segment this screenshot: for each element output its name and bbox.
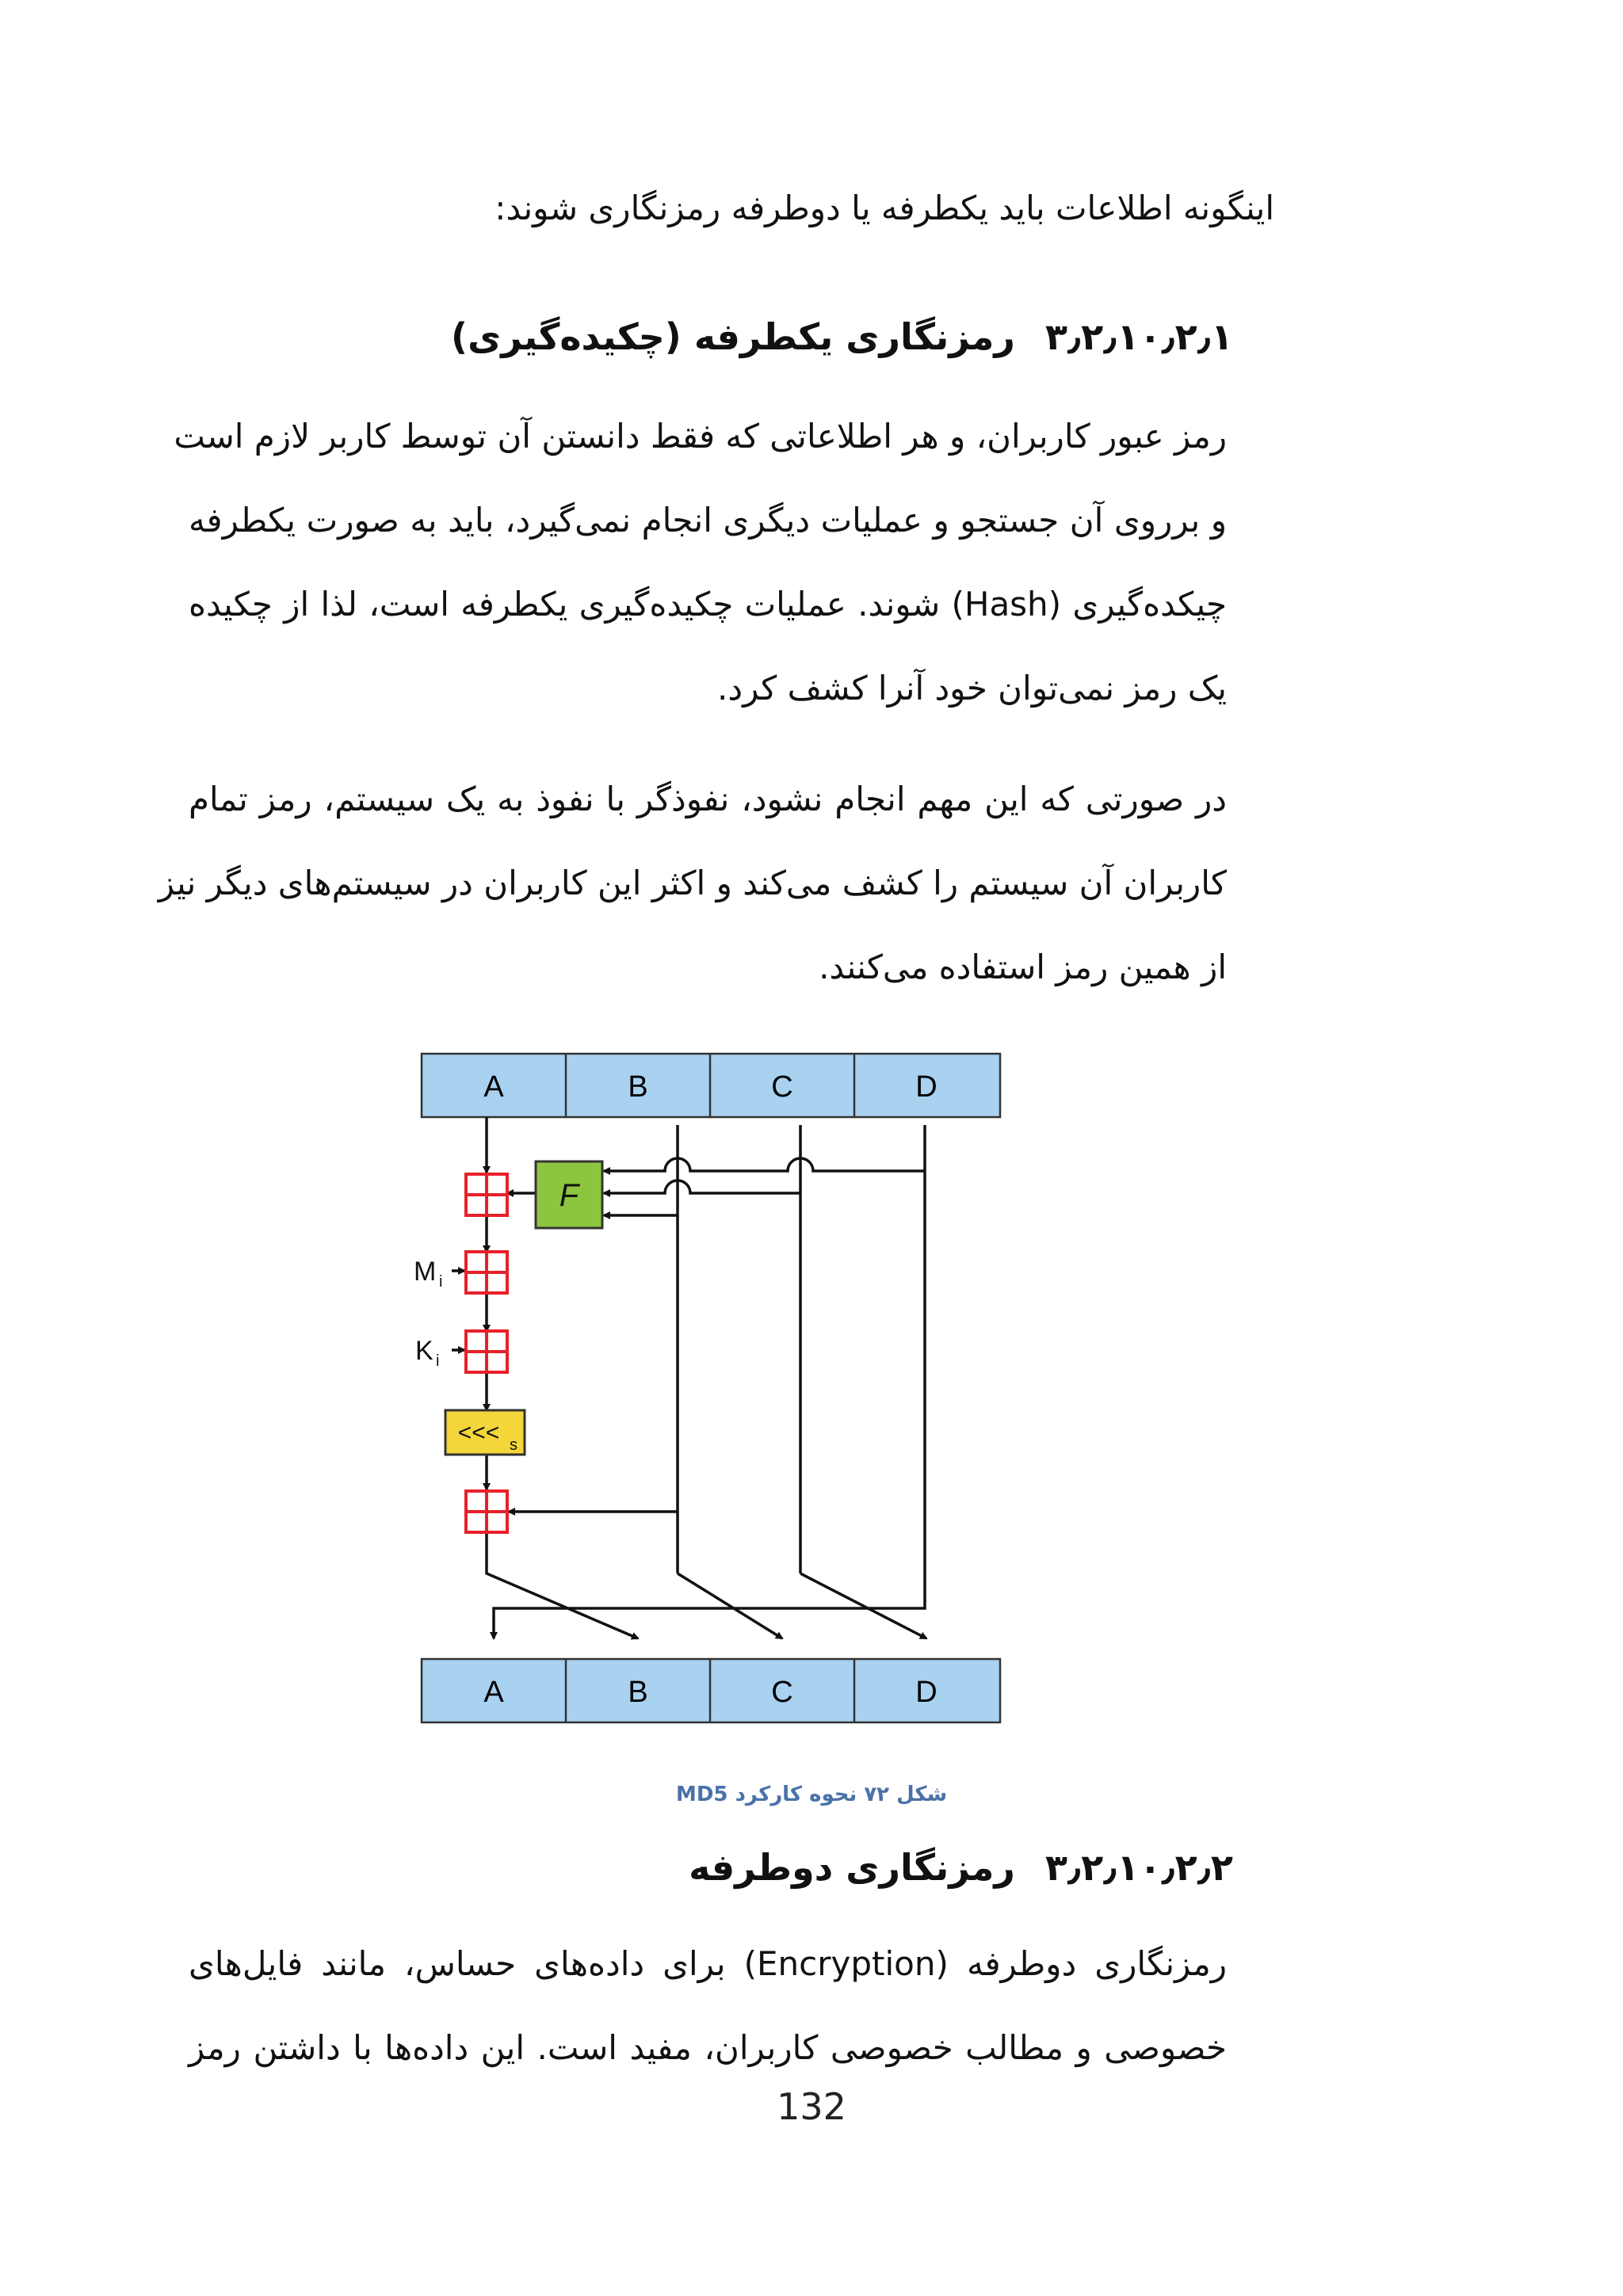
section-title: رمزنگاری یکطرفه (چکیده‌گیری): [451, 315, 1015, 358]
mi-sub: i: [439, 1273, 443, 1291]
paragraph-risk: [158, 757, 1227, 1009]
adder-icon: [466, 1174, 507, 1215]
md5-diagram: [414, 1044, 1006, 1733]
adder-icon: [466, 1331, 507, 1372]
paragraph-line: کاربران آن سیستم را کشف می‌کند و اکثر این کاربران در سیستم‌های دیگر نیز: [158, 864, 1227, 902]
top-register: [422, 1054, 1000, 1117]
bottom-label-a: A: [483, 1676, 504, 1709]
shift-sub: s: [510, 1436, 517, 1454]
paragraph-line: رمزنگاری دوطرفه (Encryption) برای داده‌های حساس، مانند فایل‌های: [189, 1944, 1228, 1983]
bottom-label-c: C: [771, 1676, 793, 1709]
paragraph-encryption: [189, 1922, 1227, 2090]
top-label-d: D: [915, 1070, 938, 1104]
section-title: رمزنگاری دوطرفه: [689, 1846, 1015, 1889]
bottom-label-d: D: [915, 1676, 938, 1709]
bcd-lines: [452, 1125, 926, 1638]
paragraph-line: چیکده‌گیری (Hash) شوند. عملیات چکیده‌گیری یکطرفه است، لذا از چکیده: [189, 585, 1227, 624]
top-label-c: C: [771, 1070, 793, 1104]
top-label-b: B: [628, 1070, 648, 1104]
paragraph-line: رمز عبور کاربران، و هر اطلاعاتی که فقط دانستن آن توسط کاربر لازم است: [174, 417, 1227, 456]
bottom-register: [422, 1659, 1000, 1722]
paragraph-line: در صورتی که این مهم انجام نشود، نفوذگر با نفوذ به یک سیستم، رمز تمام: [189, 780, 1227, 818]
bottom-label-b: B: [628, 1676, 648, 1709]
adder-icon: [466, 1491, 507, 1532]
section-heading-one-way: [451, 315, 1233, 358]
shift-block: [445, 1410, 525, 1455]
paragraph-line: از همین رمز استفاده می‌کنند.: [819, 948, 1227, 986]
f-label: F: [559, 1178, 579, 1213]
top-label-a: A: [483, 1070, 504, 1104]
shift-label: <<<: [457, 1420, 500, 1446]
paragraph-line: خصوصی و مطالب خصوصی کاربران، مفید است. این داده‌ها با داشتن رمز: [189, 2028, 1227, 2067]
paragraph-line: و برروی آن جستجو و عملیات دیگری انجام نمی‌گیرد، باید به صورت یکطرفه: [189, 501, 1227, 540]
page-number: 132: [777, 2085, 846, 2128]
mi-label: M: [414, 1257, 437, 1287]
f-function-block: [536, 1161, 602, 1228]
section-heading-two-way: [689, 1846, 1233, 1889]
section-number: ۳٫۲٫۱۰٫۲٫۱: [1044, 315, 1233, 358]
intro-text: اینگونه اطلاعات باید یکطرفه یا دوطرفه رمزنگاری شوند:: [495, 189, 1274, 227]
figure-caption: شکل ۷۲ نحوه کارکرد MD5: [675, 1783, 948, 1806]
ki-label: K: [415, 1336, 433, 1366]
paragraph-line: یک رمز نمی‌توان خود آنرا کشف کرد.: [717, 669, 1227, 707]
paragraph-hash: [174, 395, 1227, 730]
ki-sub: i: [436, 1352, 440, 1370]
adder-icon: [466, 1252, 507, 1293]
section-number: ۳٫۲٫۱۰٫۲٫۲: [1044, 1846, 1233, 1889]
